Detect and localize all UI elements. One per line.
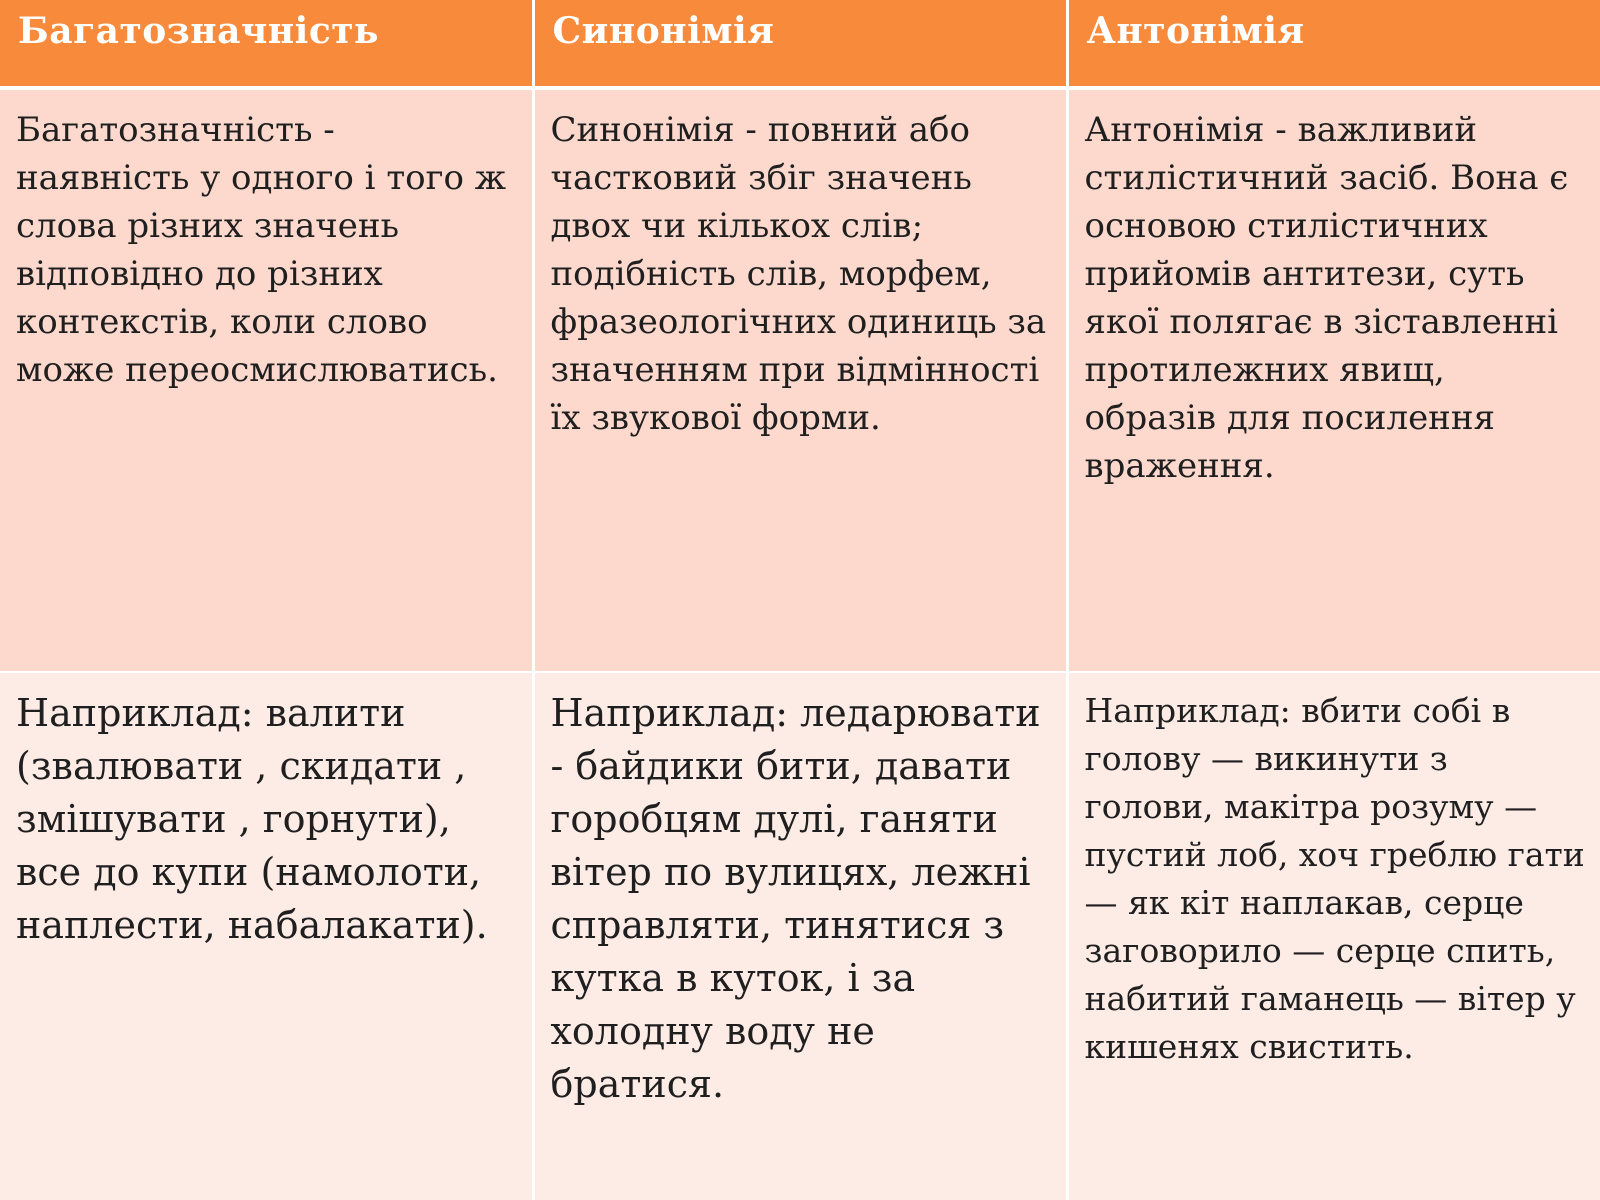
header-antonymy: Антонімія [1067, 0, 1600, 88]
example-antonymy: Наприклад: вбити собі в голову — викинути з голови, макітра розуму — пустий лоб, хоч греблю гати — як кіт наплакав, серце заговорило — серце спить, набитий гаманець — вітер у кишенях свистить. [1067, 672, 1600, 1200]
table-row [0, 88, 1600, 672]
table-header-row [0, 0, 1600, 88]
table-row [0, 672, 1600, 1200]
definition-antonymy: Антонімія - важливий стилістичний засіб. Вона є основою стилістичних прийомів антитези, суть якої полягає в зіставленні протилежних явищ, образів для посилення враження. [1067, 88, 1600, 672]
definition-synonymy: Синонімія - повний або частковий збіг значень двох чи кількох слів; подібність слів, морфем, фразеологічних одиниць за значенням при відмінності їх звукової форми. [533, 88, 1067, 672]
example-synonymy: Наприклад: ледарювати - байдики бити, давати горобцям дулі, ганяти вітер по вулицях, лежні справляти, тинятися з кутка в куток, і за холодну воду не братися. [533, 672, 1067, 1200]
example-polysemy: Наприклад: валити (звалювати , скидати , змішувати , горнути), все до купи (намолоти, наплести, набалакати). [0, 672, 533, 1200]
header-polysemy: Багатозначність [0, 0, 533, 88]
header-synonymy: Синонімія [533, 0, 1067, 88]
definition-polysemy: Багатозначність - наявність у одного і того ж слова різних значень відповідно до різних контекстів, коли слово може переосмислюватись. [0, 88, 533, 672]
